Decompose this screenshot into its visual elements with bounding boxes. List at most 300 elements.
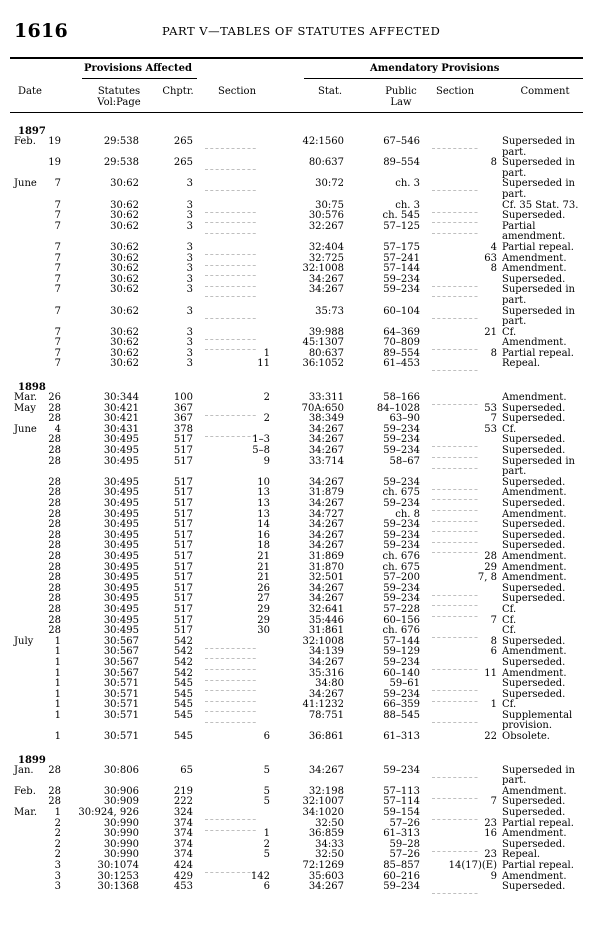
cell-statutes-vol-page: 30:495	[103, 614, 139, 626]
cell-stat: 31:869	[308, 550, 344, 562]
cell-statutes-vol-page: 30:495	[103, 550, 139, 562]
cell-statutes-vol-page: 30:495	[103, 445, 139, 457]
column-header-amendatory-section: Section	[435, 86, 475, 97]
cell-day: 28	[48, 550, 61, 562]
cell-comment: Superseded.	[502, 678, 566, 690]
cell-stat: 34:267	[308, 688, 344, 700]
cell-comment: Partial amendment.	[502, 220, 566, 243]
cell-public-law: 59–234	[383, 284, 420, 296]
cell-chapter: 3	[186, 305, 193, 317]
cell-day: 28	[48, 498, 61, 509]
cell-amendatory-section: 63	[484, 252, 497, 264]
cell-section: 29	[257, 603, 270, 615]
cell-section-leader: _ _ _ _ _ _ _ _ _ _	[205, 813, 256, 821]
cell-day: 28	[48, 593, 61, 605]
cell-public-law: 60–156	[383, 614, 420, 626]
cell-statutes-vol-page: 29:538	[103, 136, 139, 147]
cell-section: 27	[257, 593, 270, 605]
cell-section: 2	[263, 413, 270, 425]
cell-amendatory-section-leader: _ _ _ _ _ _ _ _ _	[432, 142, 478, 149]
cell-comment: Superseded.	[502, 402, 566, 414]
cell-public-law: 88–545	[383, 709, 420, 721]
cell-day: 1	[54, 667, 61, 679]
cell-chapter: 517	[173, 445, 193, 457]
cell-statutes-vol-page: 30:495	[103, 625, 139, 637]
cell-stat: 34:1020	[302, 807, 344, 819]
cell-section-leader: _ _ _ _ _ _ _ _ _ _	[205, 226, 256, 234]
cell-comment: Superseded.	[502, 273, 566, 285]
cell-public-law: ch. 676	[382, 550, 420, 562]
cell-amendatory-section-leader: _ _ _ _ _ _ _ _ _	[432, 662, 478, 670]
cell-comment: Cf.	[502, 603, 517, 615]
cell-stat: 32:50	[315, 849, 344, 861]
cell-day: 7	[54, 252, 61, 264]
cell-stat: 35:446	[308, 614, 344, 626]
cell-statutes-vol-page: 30:495	[103, 540, 139, 552]
cell-comment: Superseded.	[502, 529, 566, 541]
cell-statutes-vol-page: 30:495	[103, 498, 139, 509]
cell-comment: Amendment.	[502, 487, 567, 499]
cell-statutes-vol-page: 30:571	[103, 688, 139, 700]
cell-comment: Amendment.	[502, 828, 567, 840]
cell-day: 28	[48, 572, 61, 584]
cell-amendatory-section-leader: _ _ _ _ _ _ _ _ _	[432, 451, 478, 459]
cell-chapter: 517	[173, 561, 193, 573]
cell-chapter: 545	[173, 688, 193, 700]
cell-chapter: 517	[173, 550, 193, 562]
header-rule	[10, 112, 583, 113]
cell-stat: 32:641	[308, 603, 344, 615]
table-row	[0, 499, 591, 510]
cell-stat: 34:267	[308, 656, 344, 668]
cell-day: 7	[54, 305, 61, 317]
cell-statutes-vol-page: 30:62	[110, 337, 139, 349]
cell-statutes-vol-page: 30:924, 926	[78, 807, 139, 819]
cell-comment: Repeal.	[502, 358, 541, 370]
cell-amendatory-section-leader: _ _ _ _ _ _ _ _ _	[432, 514, 478, 522]
cell-section-leader: _ _ _ _ _ _ _ _ _ _	[205, 652, 256, 660]
cell-chapter: 65	[180, 764, 193, 776]
cell-public-law: 59–234	[383, 445, 420, 457]
column-header-comment: Comment	[520, 86, 570, 97]
cell-day: 2	[54, 817, 61, 829]
cell-stat: 33:311	[308, 392, 344, 404]
cell-public-law: 57–26	[389, 849, 420, 861]
cell-section: 5–8	[252, 445, 270, 457]
cell-comment: Partial repeal.	[502, 860, 574, 871]
cell-section-leader: _ _ _ _ _ _ _ _ _ _	[205, 290, 256, 298]
cell-chapter: 374	[173, 838, 193, 850]
cell-amendatory-section: 8	[490, 263, 497, 275]
cell-amendatory-section: 7	[490, 614, 497, 626]
cell-chapter: 542	[173, 656, 193, 668]
cell-section: 11	[257, 358, 270, 370]
cell-day: 28	[48, 519, 61, 531]
cell-section: 2	[263, 392, 270, 404]
cell-stat: 34:139	[308, 646, 344, 658]
group-rule-left	[82, 78, 197, 79]
cell-amendatory-section: 8	[490, 347, 497, 359]
cell-day: 7	[54, 273, 61, 285]
cell-chapter: 517	[173, 540, 193, 552]
cell-day: 7	[54, 358, 61, 370]
cell-day: 28	[48, 476, 61, 488]
cell-comment: Superseded.	[502, 688, 566, 700]
cell-chapter: 545	[173, 678, 193, 690]
cell-section-leader: _ _ _ _ _ _ _ _ _ _	[205, 216, 256, 224]
cell-statutes-vol-page: 30:62	[110, 210, 139, 222]
cell-chapter: 453	[173, 881, 193, 893]
cell-day: 1	[54, 678, 61, 690]
cell-public-law: 64–369	[383, 326, 420, 338]
cell-comment: Superseded.	[502, 593, 566, 605]
cell-comment: Partial repeal.	[502, 347, 574, 359]
cell-chapter: 3	[186, 337, 193, 349]
cell-day: 28	[48, 455, 61, 467]
cell-statutes-vol-page: 30:421	[103, 413, 139, 425]
cell-chapter: 424	[173, 860, 193, 871]
cell-statutes-vol-page: 30:495	[103, 582, 139, 594]
cell-comment: Superseded.	[502, 434, 566, 446]
table-row	[0, 457, 591, 478]
cell-amendatory-section: 16	[484, 828, 497, 840]
cell-section-leader: _ _ _ _ _ _ _ _ _ _	[205, 343, 256, 351]
cell-chapter: 542	[173, 667, 193, 679]
cell-amendatory-section-leader: _ _ _ _ _ _ _ _ _	[432, 184, 478, 192]
cell-section-leader: _ _ _ _ _ _ _ _ _ _	[205, 866, 256, 873]
cell-statutes-vol-page: 30:990	[103, 838, 139, 850]
cell-chapter: 517	[173, 434, 193, 446]
cell-public-law: 57–114	[383, 796, 420, 808]
table-row	[0, 766, 591, 787]
cell-amendatory-section-leader: _ _ _ _ _ _ _ _ _	[432, 440, 478, 448]
cell-amendatory-section-leader: _ _ _ _ _ _ _ _ _	[432, 226, 478, 234]
cell-section-leader: _ _ _ _ _ _ _ _ _ _	[205, 429, 256, 437]
cell-public-law: ch. 3	[395, 178, 420, 190]
cell-section-leader: _ _ _ _ _ _ _ _ _ _	[205, 258, 256, 266]
column-header-statutes: Statutes Vol:Page	[97, 86, 141, 108]
cell-section: 6	[263, 881, 270, 893]
cell-day: 3	[54, 881, 61, 893]
column-header-chapter: Chptr.	[162, 86, 194, 97]
group-rule-right	[304, 78, 583, 79]
cell-day: 7	[54, 210, 61, 222]
cell-day: 28	[48, 540, 61, 552]
cell-statutes-vol-page: 30:495	[103, 434, 139, 446]
cell-chapter: 3	[186, 263, 193, 275]
cell-section: 13	[257, 508, 270, 520]
cell-day: 1	[54, 688, 61, 700]
table-row	[0, 552, 591, 563]
cell-statutes-vol-page: 30:495	[103, 508, 139, 520]
cell-day: 28	[48, 529, 61, 541]
cell-comment: Superseded.	[502, 445, 566, 457]
cell-chapter: 517	[173, 572, 193, 584]
cell-day: 28	[48, 625, 61, 637]
cell-amendatory-section-leader: _ _ _ _ _ _ _ _ _	[432, 493, 478, 501]
cell-public-law: 57–200	[383, 572, 420, 584]
cell-comment: Superseded.	[502, 656, 566, 668]
cell-statutes-vol-page: 30:62	[110, 178, 139, 190]
cell-public-law: 60–216	[383, 870, 420, 882]
cell-chapter: 517	[173, 614, 193, 626]
cell-chapter: 517	[173, 498, 193, 509]
cell-month: July	[14, 635, 34, 647]
cell-amendatory-section: 7, 8	[477, 572, 497, 584]
cell-comment: Superseded in part.	[502, 455, 575, 478]
cell-public-law: 59–234	[383, 593, 420, 605]
cell-section: 29	[257, 614, 270, 626]
cell-public-law: ch. 675	[382, 487, 420, 499]
cell-public-law: 57–113	[383, 785, 420, 797]
cell-month: Mar.	[14, 392, 38, 404]
cell-statutes-vol-page: 30:567	[103, 667, 139, 679]
cell-chapter: 265	[173, 136, 193, 147]
table-row	[0, 359, 591, 370]
year-heading: 1898	[18, 382, 46, 394]
cell-day: 28	[48, 402, 61, 414]
cell-stat: 36:859	[308, 828, 344, 840]
table-row	[0, 179, 591, 200]
cell-public-law: 59–234	[383, 498, 420, 509]
cell-public-law: 59–234	[383, 423, 420, 435]
cell-day: 1	[54, 635, 61, 647]
cell-statutes-vol-page: 30:495	[103, 476, 139, 488]
cell-statutes-vol-page: 30:1368	[97, 881, 139, 893]
cell-public-law: 70–809	[383, 337, 420, 349]
cell-stat: 34:267	[308, 582, 344, 594]
table-row	[0, 711, 591, 732]
cell-section-leader: _ _ _ _ _ _ _ _ _ _	[205, 279, 256, 287]
cell-stat: 30:72	[315, 178, 344, 190]
cell-public-law: 59–129	[383, 646, 420, 658]
cell-comment: Superseded.	[502, 210, 566, 222]
column-header-public-law: Public Law	[385, 86, 417, 108]
cell-statutes-vol-page: 30:567	[103, 646, 139, 658]
cell-amendatory-section-leader: _ _ _ _ _ _ _ _ _	[432, 715, 478, 723]
cell-statutes-vol-page: 30:990	[103, 849, 139, 861]
cell-statutes-vol-page: 30:62	[110, 241, 139, 253]
cell-amendatory-section-leader: _ _ _ _ _ _ _ _ _	[432, 535, 478, 543]
cell-comment: Superseded.	[502, 498, 566, 509]
cell-amendatory-section-leader: _ _ _ _ _ _ _ _ _	[432, 364, 478, 372]
cell-section-leader: _ _ _ _ _ _ _ _ _ _	[205, 641, 256, 649]
cell-comment: Superseded in part.	[502, 178, 575, 200]
cell-section: 13	[257, 498, 270, 509]
cell-stat: 31:870	[308, 561, 344, 573]
cell-amendatory-section-leader: _ _ _ _ _ _ _ _ _	[432, 609, 478, 617]
cell-section-leader: _ _ _ _ _ _ _ _ _ _	[205, 184, 256, 192]
cell-public-law: ch. 3	[395, 199, 420, 211]
cell-amendatory-section-leader: _ _ _ _ _ _ _ _ _	[432, 887, 478, 895]
cell-amendatory-section-leader: _ _ _ _ _ _ _ _ _	[432, 770, 478, 778]
cell-section: 21	[257, 572, 270, 584]
cell-public-law: ch. 8	[395, 508, 420, 520]
cell-section: 2	[263, 838, 270, 850]
cell-stat: 34:267	[308, 881, 344, 893]
cell-stat: 30:576	[308, 210, 344, 222]
cell-comment: Superseded in part.	[502, 157, 575, 179]
cell-statutes-vol-page: 30:431	[103, 423, 139, 435]
cell-statutes-vol-page: 30:62	[110, 326, 139, 338]
cell-public-law: 58–67	[389, 455, 420, 467]
cell-chapter: 517	[173, 508, 193, 520]
cell-statutes-vol-page: 30:495	[103, 519, 139, 531]
cell-stat: 34:727	[308, 508, 344, 520]
cell-section-leader: _ _ _ _ _ _ _ _ _ _	[205, 705, 256, 713]
cell-chapter: 542	[173, 635, 193, 647]
cell-public-law: 59–234	[383, 273, 420, 285]
cell-comment: Partial repeal.	[502, 817, 574, 829]
cell-section-leader: _ _ _ _ _ _ _ _ _ _	[205, 715, 256, 723]
cell-day: 7	[54, 263, 61, 275]
year-heading: 1897	[18, 126, 46, 137]
cell-day: 3	[54, 870, 61, 882]
cell-section: 26	[257, 582, 270, 594]
cell-comment: Amendment.	[502, 785, 567, 797]
cell-section: 5	[263, 764, 270, 776]
cell-stat: 80:637	[308, 347, 344, 359]
cell-amendatory-section: 7	[490, 796, 497, 808]
cell-statutes-vol-page: 30:567	[103, 635, 139, 647]
cell-public-law: ch. 545	[382, 210, 420, 222]
cell-chapter: 3	[186, 178, 193, 190]
cell-amendatory-section: 11	[484, 667, 497, 679]
cell-stat: 80:637	[308, 157, 344, 169]
cell-statutes-vol-page: 30:495	[103, 561, 139, 573]
page-number: 1616	[14, 20, 69, 42]
cell-statutes-vol-page: 30:62	[110, 252, 139, 264]
cell-comment: Amendment.	[502, 870, 567, 882]
cell-section: 1–3	[252, 434, 270, 446]
cell-month: June	[14, 178, 37, 190]
cell-statutes-vol-page: 30:62	[110, 284, 139, 296]
cell-public-law: 59–234	[383, 881, 420, 893]
cell-public-law: 61–313	[383, 828, 420, 840]
cell-amendatory-section: 22	[484, 731, 497, 743]
cell-day: 3	[54, 860, 61, 871]
cell-chapter: 374	[173, 828, 193, 840]
cell-comment: Superseded.	[502, 635, 566, 647]
cell-chapter: 3	[186, 252, 193, 264]
cell-comment: Superseded.	[502, 582, 566, 594]
cell-stat: 39:988	[308, 326, 344, 338]
cell-comment: Superseded.	[502, 796, 566, 808]
cell-stat: 32:725	[308, 252, 344, 264]
cell-statutes-vol-page: 30:62	[110, 273, 139, 285]
cell-section-leader: _ _ _ _ _ _ _ _ _ _	[205, 332, 256, 340]
cell-month: June	[14, 423, 37, 435]
cell-statutes-vol-page: 30:571	[103, 731, 139, 743]
cell-statutes-vol-page: 30:62	[110, 358, 139, 370]
cell-amendatory-section-leader: _ _ _ _ _ _ _ _ _	[432, 844, 478, 852]
cell-statutes-vol-page: 30:495	[103, 487, 139, 499]
cell-section: 21	[257, 561, 270, 573]
cell-amendatory-section-leader: _ _ _ _ _ _ _ _ _	[432, 461, 478, 469]
cell-amendatory-section: 23	[484, 849, 497, 861]
cell-section: 1	[263, 347, 270, 359]
cell-section-leader: _ _ _ _ _ _ _ _ _ _	[205, 823, 256, 831]
cell-stat: 32:50	[315, 817, 344, 829]
cell-public-law: ch. 675	[382, 561, 420, 573]
cell-statutes-vol-page: 30:495	[103, 455, 139, 467]
cell-stat: 31:861	[308, 625, 344, 637]
cell-section: 21	[257, 550, 270, 562]
cell-stat: 41:1232	[302, 699, 344, 711]
cell-comment: Cf. 35 Stat. 73.	[502, 199, 579, 211]
cell-chapter: 429	[173, 870, 193, 882]
cell-stat: 32:1008	[302, 263, 344, 275]
cell-section: 1	[263, 828, 270, 840]
cell-stat: 34:267	[308, 476, 344, 488]
table-row	[0, 861, 591, 872]
cell-chapter: 3	[186, 210, 193, 222]
table-row	[0, 307, 591, 328]
cell-amendatory-section-leader: _ _ _ _ _ _ _ _ _	[432, 343, 478, 351]
cell-statutes-vol-page: 30:495	[103, 529, 139, 541]
cell-amendatory-section: 53	[484, 423, 497, 435]
cell-amendatory-section: 23	[484, 817, 497, 829]
cell-day: 7	[54, 326, 61, 338]
cell-amendatory-section-leader: _ _ _ _ _ _ _ _ _	[432, 482, 478, 490]
cell-statutes-vol-page: 30:806	[103, 764, 139, 776]
cell-amendatory-section-leader: _ _ _ _ _ _ _ _ _	[432, 694, 478, 702]
cell-stat: 35:603	[308, 870, 344, 882]
cell-chapter: 517	[173, 625, 193, 637]
cell-month: May	[14, 402, 36, 414]
cell-section-leader: _ _ _ _ _ _ _ _ _ _	[205, 142, 256, 149]
cell-public-law: 85–857	[383, 860, 420, 871]
cell-section-leader: _ _ _ _ _ _ _ _ _ _	[205, 269, 256, 277]
cell-comment: Partial repeal.	[502, 241, 574, 253]
cell-section: 5	[263, 785, 270, 797]
cell-statutes-vol-page: 30:62	[110, 263, 139, 275]
cell-chapter: 3	[186, 241, 193, 253]
cell-amendatory-section-leader: _ _ _ _ _ _ _ _ _	[432, 631, 478, 639]
cell-comment: Amendment.	[502, 646, 567, 658]
cell-chapter: 3	[186, 347, 193, 359]
cell-amendatory-section-leader: _ _ _ _ _ _ _ _ _	[432, 791, 478, 799]
cell-day: 1	[54, 807, 61, 819]
cell-statutes-vol-page: 30:62	[110, 305, 139, 317]
table-row	[0, 605, 591, 616]
cell-day: 28	[48, 445, 61, 457]
cell-comment: Amendment.	[502, 263, 567, 275]
cell-stat: 72:1269	[302, 860, 344, 871]
year-heading: 1899	[18, 754, 46, 766]
column-header-section: Section	[217, 86, 257, 97]
cell-stat: 34:80	[315, 678, 344, 690]
cell-comment: Cf.	[502, 614, 517, 626]
cell-section: 30	[257, 625, 270, 637]
cell-section: 142	[250, 870, 270, 882]
cell-chapter: 374	[173, 817, 193, 829]
cell-public-law: 59–61	[389, 678, 420, 690]
cell-public-law: ch. 676	[382, 625, 420, 637]
cell-amendatory-section: 29	[484, 561, 497, 573]
cell-section-leader: _ _ _ _ _ _ _ _ _ _	[205, 673, 256, 681]
cell-day: 28	[48, 413, 61, 425]
cell-comment: Amendment.	[502, 561, 567, 573]
cell-public-law: 57–175	[383, 241, 420, 253]
cell-stat: 34:267	[308, 445, 344, 457]
cell-amendatory-section-leader: _ _ _ _ _ _ _ _ _	[432, 504, 478, 511]
cell-day: 2	[54, 849, 61, 861]
table-row	[0, 732, 591, 743]
cell-day: 19	[48, 136, 61, 147]
cell-public-law: 60–104	[383, 305, 420, 317]
cell-chapter: 219	[173, 785, 193, 797]
